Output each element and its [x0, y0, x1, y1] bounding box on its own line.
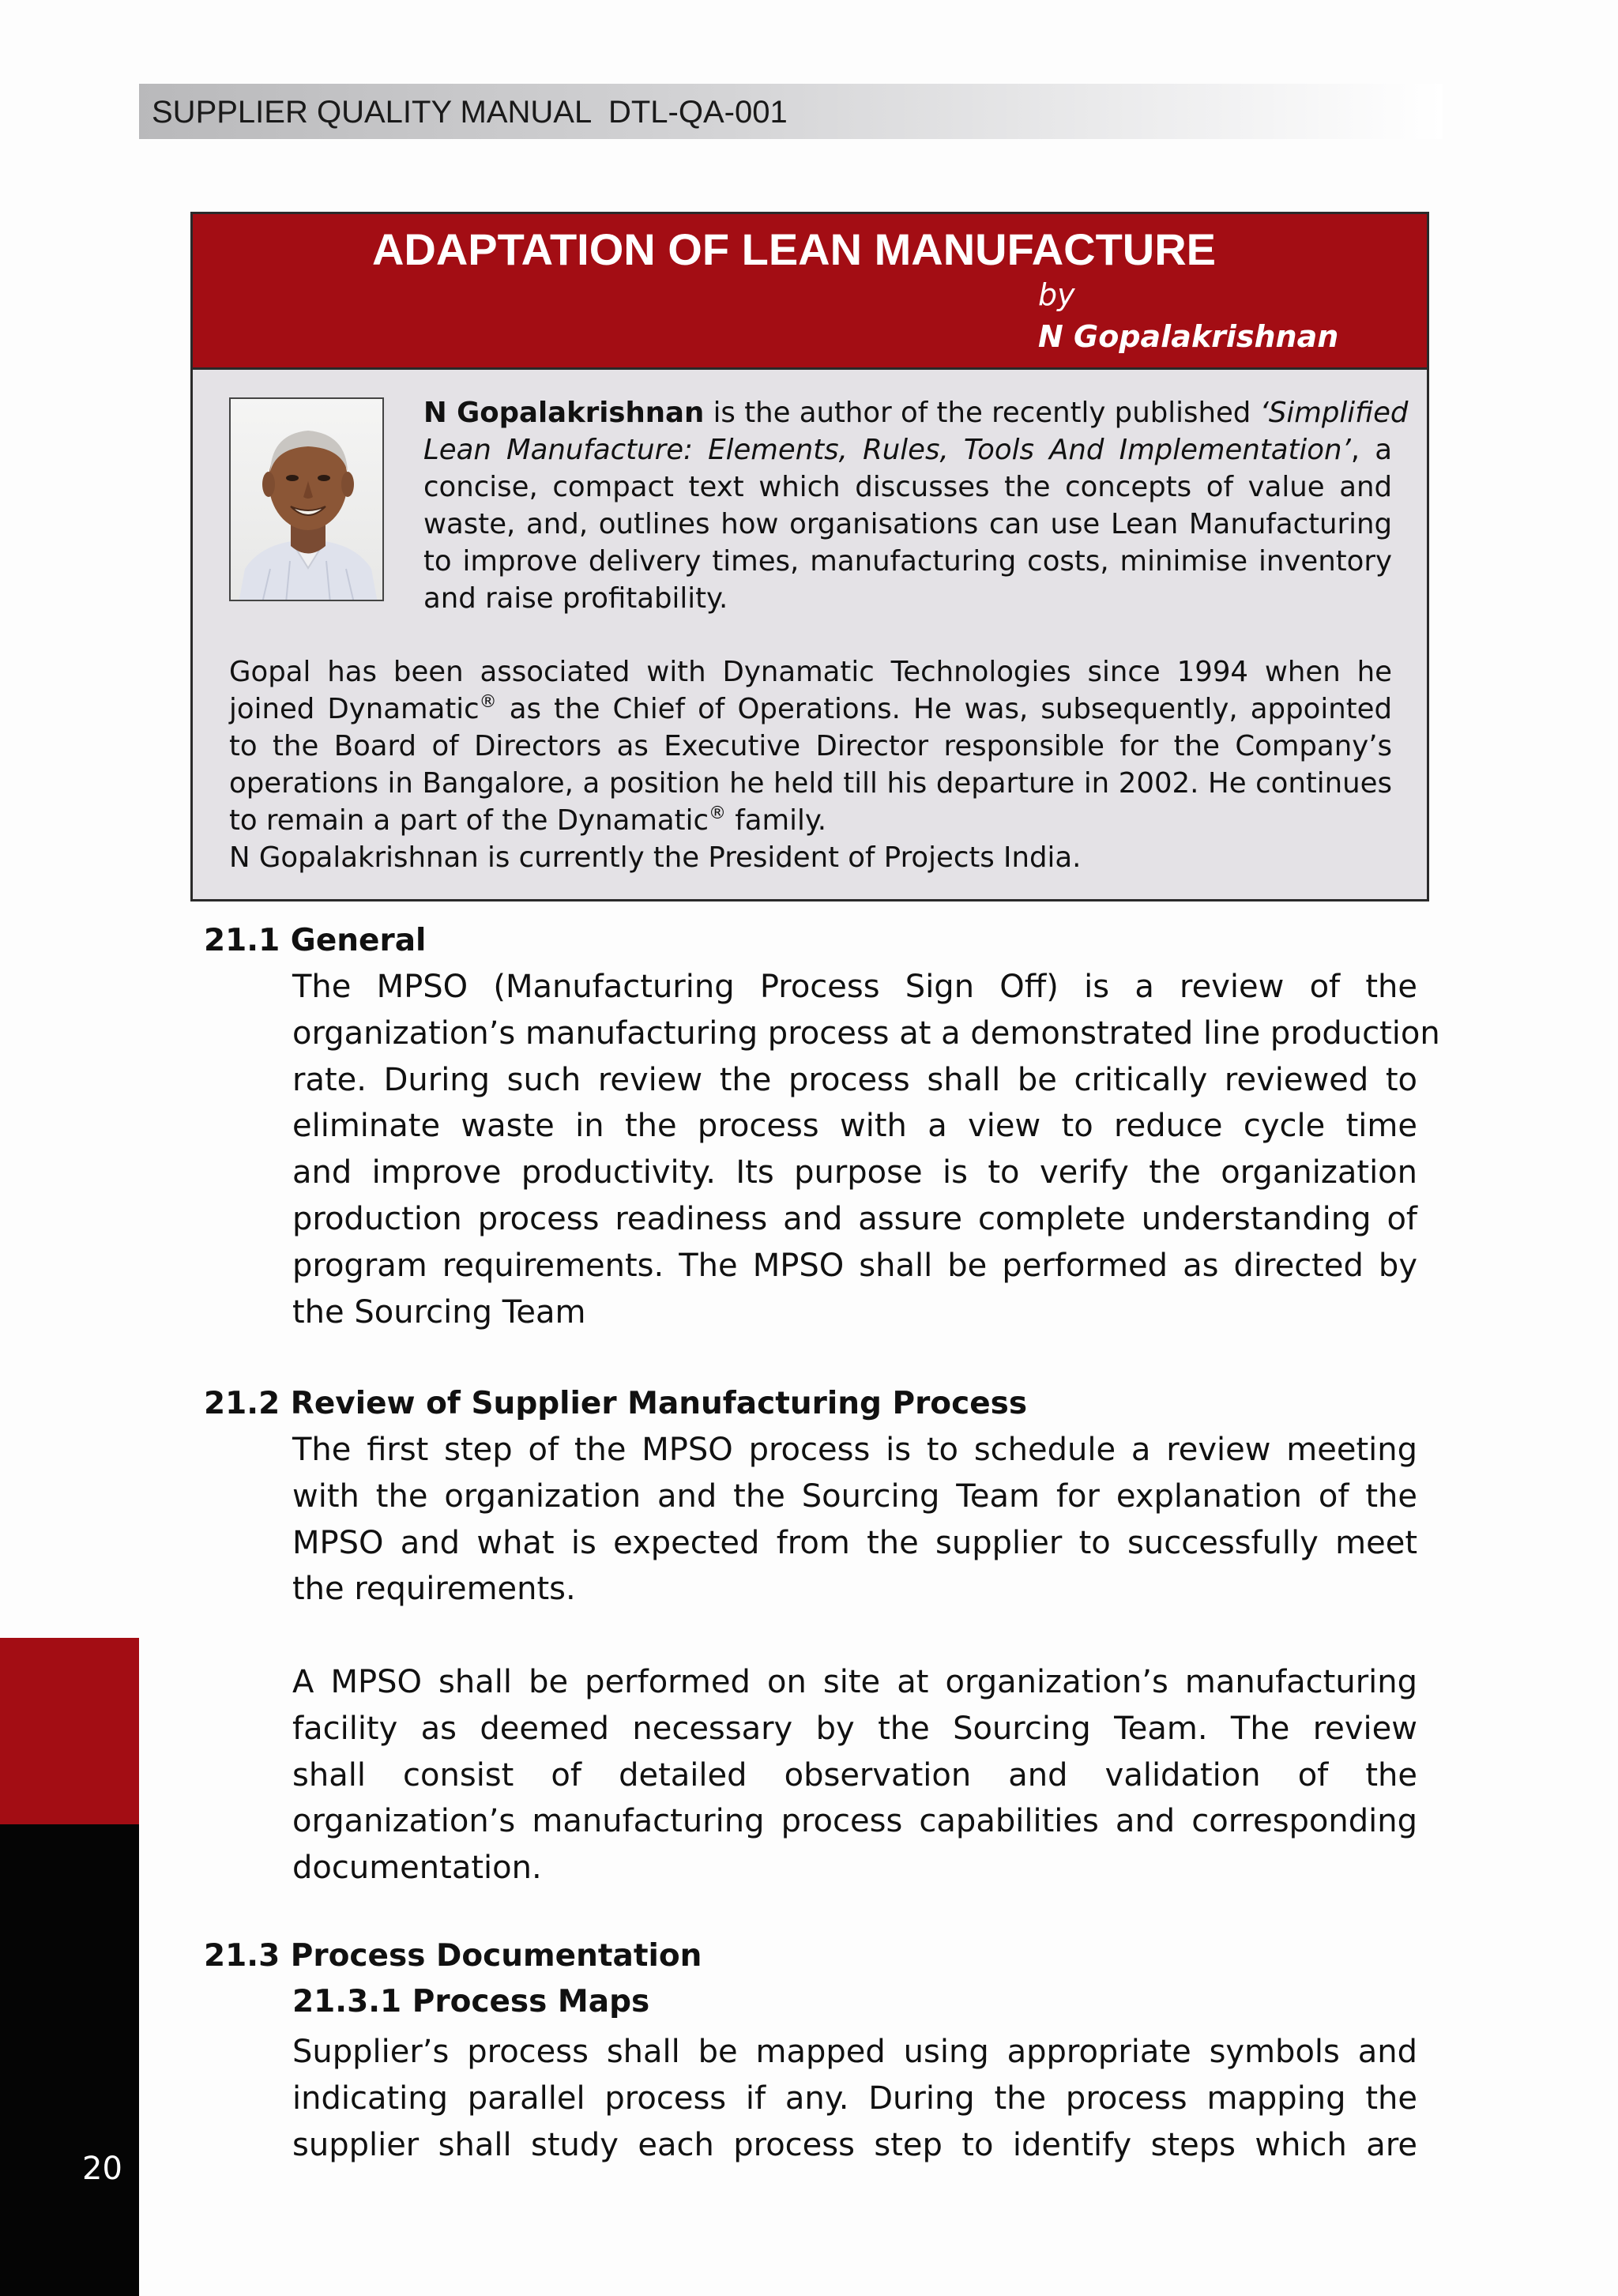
bio-line: and raise profitability.	[423, 582, 728, 615]
manual-title: SUPPLIER QUALITY MANUAL DTL-QA-001	[152, 95, 788, 130]
bio-author-name: N Gopalakrishnan	[423, 397, 705, 429]
sidebox-header	[193, 214, 1427, 370]
page-number: 20	[82, 2151, 122, 2187]
body-line: the requirements.	[292, 1571, 576, 1608]
body-line: with the organization and the Sourcing Team for explanation of the	[292, 1477, 1417, 1515]
body-line: the Sourcing Team	[292, 1293, 586, 1331]
body-line: MPSO and what is expected from the supplier to successfully meet	[292, 1524, 1417, 1561]
bio-line: to the Board of Directors as Executive Director responsible for the Company’s	[229, 730, 1392, 762]
section-21-2-body-1	[292, 1427, 1417, 1613]
body-line: shall consist of detailed observation and validation of the	[292, 1756, 1417, 1794]
body-line: facility as deemed necessary by the Sourcing Team. The review	[292, 1710, 1417, 1747]
author-bio-career	[229, 653, 1392, 876]
body-line: The first step of the MPSO process is to schedule a review meeting	[292, 1432, 1417, 1468]
body-line: organization’s manufacturing process at a demonstrated line production	[292, 1014, 1440, 1052]
sidebox-by: by	[1038, 277, 1075, 312]
author-portrait-icon	[231, 399, 384, 601]
running-header	[139, 84, 1443, 139]
side-tab-red	[0, 1638, 139, 1824]
bio-line: waste, and, outlines how organisations can use Lean Manufacturing	[423, 508, 1392, 540]
body-line: documentation.	[292, 1850, 542, 1887]
body-line: and improve productivity. Its purpose is to verify the organization	[292, 1154, 1417, 1191]
author-sidebox	[190, 212, 1429, 901]
bio-line: Lean Manufacture: Elements, Rules, Tools And Implementation’, a	[423, 434, 1392, 466]
author-bio-intro	[423, 394, 1409, 617]
body-line: program requirements. The MPSO shall be performed as directed by	[292, 1247, 1417, 1284]
bio-line: to improve delivery times, manufacturing costs, minimise inventory	[423, 545, 1392, 578]
side-tab-black	[0, 1824, 139, 2296]
bio-line: N Gopalakrishnan is the author of the recently published ‘Simplified	[423, 397, 1409, 429]
author-photo	[229, 397, 384, 601]
bio-line: to remain a part of the Dynamatic® family.	[229, 804, 827, 837]
bio-line: Gopal has been associated with Dynamatic Technologies since 1994 when he	[229, 656, 1392, 688]
body-line: indicating parallel process if any. During the process mapping the	[292, 2080, 1417, 2117]
body-line: The MPSO (Manufacturing Process Sign Off) is a review of the	[292, 969, 1417, 1005]
body-line: Supplier’s process shall be mapped using appropriate symbols and	[292, 2034, 1417, 2070]
body-line: supplier shall study each process step to identify steps which are	[292, 2126, 1417, 2163]
section-21-2-body-2	[292, 1659, 1417, 1891]
section-heading-21-3: 21.3 Process Documentation	[204, 1938, 702, 1974]
body-line: eliminate waste in the process with a view to reduce cycle time	[292, 1108, 1417, 1145]
bio-line: concise, compact text which discusses the concepts of value and	[423, 471, 1392, 503]
section-21-3-1-body	[292, 2029, 1417, 2168]
body-line: A MPSO shall be performed on site at organization’s manufacturing	[292, 1664, 1417, 1700]
sidebox-title: ADAPTATION OF LEAN MANUFACTURE	[371, 224, 1217, 274]
body-line: production process readiness and assure complete understanding of	[292, 1200, 1417, 1237]
bio-line: operations in Bangalore, a position he held till his departure in 2002. He continues	[229, 767, 1392, 800]
body-line: rate. During such review the process shall be critically reviewed to	[292, 1061, 1417, 1098]
section-heading-21-2: 21.2 Review of Supplier Manufacturing Process	[204, 1386, 1028, 1421]
section-heading-21-1: 21.1 General	[204, 923, 427, 958]
section-21-1-body	[292, 964, 1440, 1335]
sidebox-author: N Gopalakrishnan	[1038, 319, 1339, 354]
subsection-heading-21-3-1: 21.3.1 Process Maps	[292, 1984, 650, 2019]
body-line: organization’s manufacturing process capabilities and corresponding	[292, 1803, 1417, 1840]
bio-line: joined Dynamatic® as the Chief of Operations. He was, subsequently, appointed	[229, 692, 1392, 725]
bio-line: N Gopalakrishnan is currently the President of Projects India.	[229, 841, 1082, 874]
